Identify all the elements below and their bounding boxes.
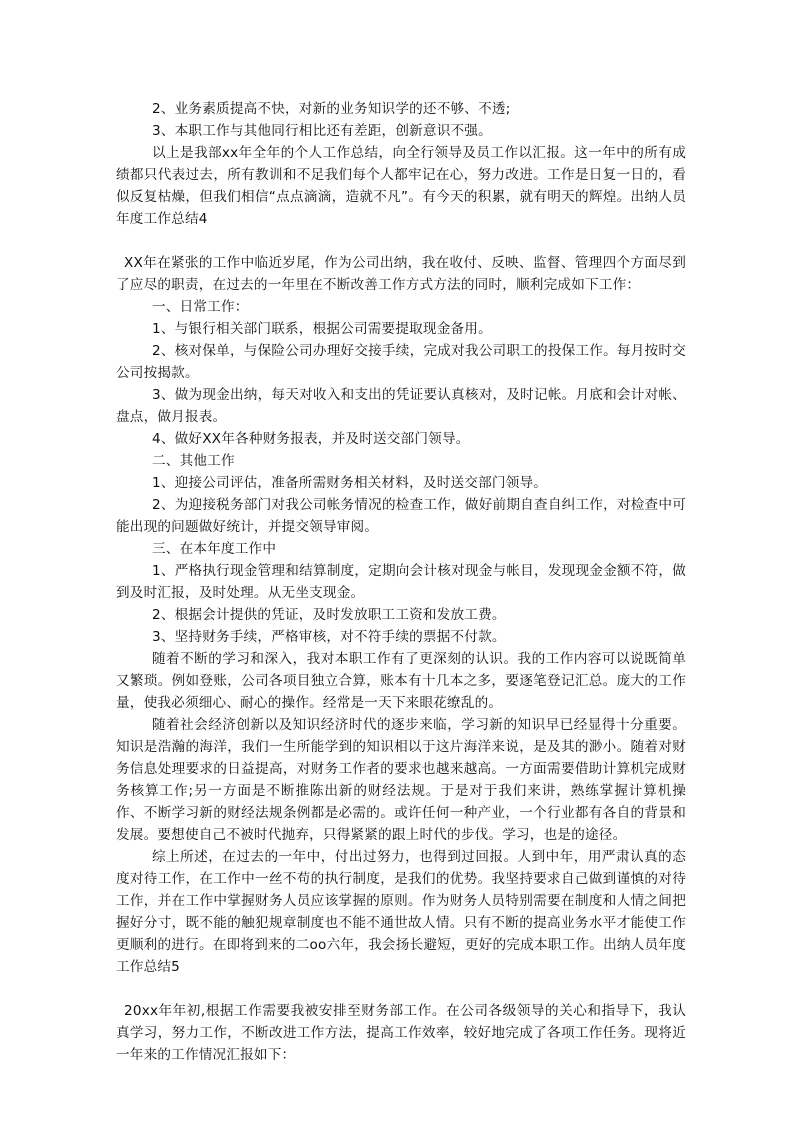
- paragraph: XX年在紧张的工作中临近岁尾，作为公司出纳，我在收付、反映、监督、管理四个方面尽到了应尽的职责，在过去的一年里在不断改善工作方式方法的同时，顺利完成如下工作：: [116, 255, 686, 293]
- paragraph: 一、日常工作：: [152, 299, 249, 315]
- paragraph-gap: [116, 978, 686, 1000]
- paragraph: 二、其他工作: [152, 453, 235, 469]
- paragraph: 以上是我部xx年全年的个人工作总结，向全行领导及员工作以汇报。这一年中的所有成绩都只代表过去，所有教训和不足我们每个人都牢记在心，努力改进。工作是日复一日的，看似反复枯燥，但我们相信“点点滴滴，造就不凡”。有今天的积累，就有明天的辉煌。出纳人员年度工作总结4: [116, 145, 686, 227]
- paragraph: 2、业务素质提高不快，对新的业务知识学的还不够、不透;: [152, 101, 511, 117]
- paragraph: 1、迎接公司评估，准备所需财务相关材料，及时送交部门领导。: [152, 475, 548, 491]
- paragraph: 随着社会经济创新以及知识经济时代的逐步来临，学习新的知识早已经显得十分重要。知识是浩瀚的海洋，我们一生所能学到的知识相以于这片海洋来说，是及其的渺小。随着对财务信息处理要求的日益提高，对财务工作者的要求也越来越高。一方面需要借助计算机完成财务核算工作;另一方面是不断推陈出新的财经法规。于是对于我们来讲，熟练掌握计算机操作、不断学习新的财经法规条例都是必需的。或许任何一种产业，一个行业都有各自的背景和发展。要想使自己不被时代抛弃，只得紧紧的跟上时代的步伐。学习，也是的途径。: [116, 717, 686, 843]
- paragraph: 20xx年年初,根据工作需要我被安排至财务部工作。在公司各级领导的关心和指导下，我认真学习，努力工作，不断改进工作方法，提高工作效率，较好地完成了各项工作任务。现将近一年来的工作情况汇报如下：: [116, 1003, 686, 1063]
- paragraph: 1、与银行相关部门联系，根据公司需要提取现金备用。: [152, 321, 492, 337]
- paragraph: 1、严格执行现金管理和结算制度，定期向会计核对现金与帐目，发现现金金额不符，做到及时汇报，及时处理。从无坐支现金。: [116, 563, 686, 601]
- paragraph: 2、根据会计提供的凭证，及时发放职工工资和发放工费。: [152, 607, 506, 623]
- paragraph: 2、核对保单，与保险公司办理好交接手续，完成对我公司职工的投保工作。每月按时交公司按揭款。: [116, 343, 686, 381]
- paragraph: 4、做好XX年各种财务报表，并及时送交部门领导。: [152, 431, 470, 447]
- paragraph: 综上所述，在过去的一年中，付出过努力，也得到过回报。人到中年，用严肃认真的态度对待工作，在工作中一丝不苟的执行制度，是我们的优势。我坚持要求自己做到谨慎的对待工作，并在工作中掌握财务人员应该掌握的原则。作为财务人员特别需要在制度和人情之间把握好分寸，既不能的触犯规章制度也不能不通世故人情。只有不断的提高业务水平才能使工作更顺利的进行。在即将到来的二oo六年，我会扬长避短，更好的完成本职工作。出纳人员年度工作总结5: [116, 849, 686, 975]
- paragraph: 3、坚持财务手续，严格审核，对不符手续的票据不付款。: [152, 629, 506, 645]
- paragraph: 3、做为现金出纳，每天对收入和支出的凭证要认真核对，及时记帐。月底和会计对帐、盘点，做月报表。: [116, 387, 686, 425]
- paragraph: 三、在本年度工作中: [152, 541, 277, 557]
- document-body: [116, 98, 686, 1066]
- paragraph-gap: [116, 230, 686, 252]
- paragraph: 2、为迎接税务部门对我公司帐务情况的检查工作，做好前期自查自纠工作，对检查中可能出现的问题做好统计，并提交领导审阅。: [116, 497, 686, 535]
- paragraph: 随着不断的学习和深入，我对本职工作有了更深刻的认识。我的工作内容可以说既简单又繁琐。例如登账，公司各项目独立合算，账本有十几本之多，要逐笔登记汇总。庞大的工作量，使我必须细心、耐心的操作。经常是一天下来眼花缭乱的。: [116, 651, 686, 711]
- paragraph: 3、本职工作与其他同行相比还有差距，创新意识不强。: [152, 123, 492, 139]
